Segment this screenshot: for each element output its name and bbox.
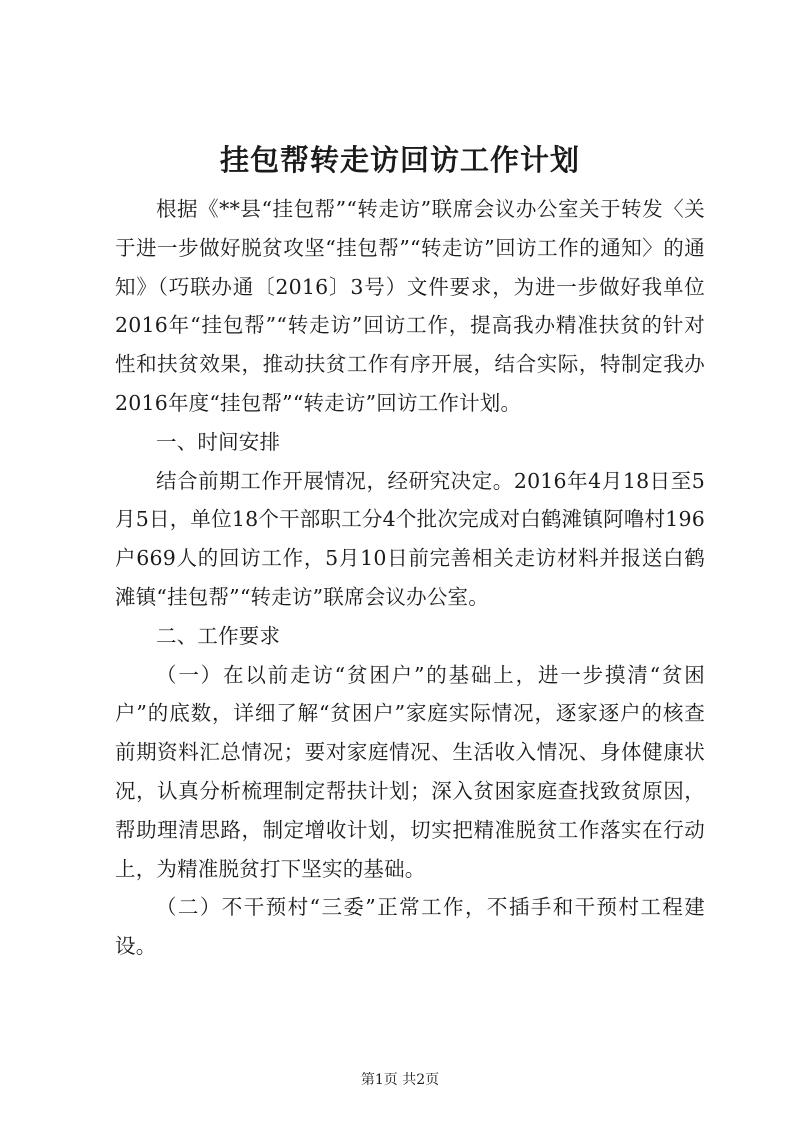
schedule-paragraph: 结合前期工作开展情况，经研究决定。2016年4月18日至5月5日，单位18个干部职工分4个批次完成对白鹤滩镇阿噜村196户669人的回访工作，5月10日前完善相关走访材料并报送白鹤滩镇“挂包帮”“转走访”联席会议办公室。 xyxy=(115,468,705,609)
section-heading-requirements: 二、工作要求 xyxy=(156,623,281,648)
document-title: 挂包帮转走访回访工作计划 xyxy=(219,143,580,177)
requirement-paragraph-1: （一）在以前走访“贫困户”的基础上，进一步摸清“贫困户”的底数，详细了解“贫困户”家庭实际情况，逐家逐户的核查前期资料汇总情况；要对家庭情况、生活收入情况、身体健康状况，认真分析梳理制定帮扶计划；深入贫困家庭查找致贫原因，帮助理清思路，制定增收计划，切实把精准脱贫工作落实在行动上，为精准脱贫打下坚实的基础。 xyxy=(115,662,705,881)
section-heading-schedule: 一、时间安排 xyxy=(156,429,281,454)
page-number-footer: 第1页 共2页 xyxy=(360,1072,440,1088)
intro-paragraph: 根据《**县“挂包帮”“转走访”联席会议办公室关于转发〈关于进一步做好脱贫攻坚“挂包帮”“转走访”回访工作的通知〉的通知》（巧联办通〔2016〕3号）文件要求，为进一步做好我单位2016年“挂包帮”“转走访”回访工作，提高我办精准扶贫的针对性和扶贫效果，推动扶贫工作有序开展，结合实际，特制定我办2016年度“挂包帮”“转走访”回访工作计划。 xyxy=(115,197,705,415)
document-body xyxy=(115,190,705,966)
requirement-paragraph-2: （二）不干预村“三委”正常工作，不插手和干预村工程建设。 xyxy=(115,895,705,959)
